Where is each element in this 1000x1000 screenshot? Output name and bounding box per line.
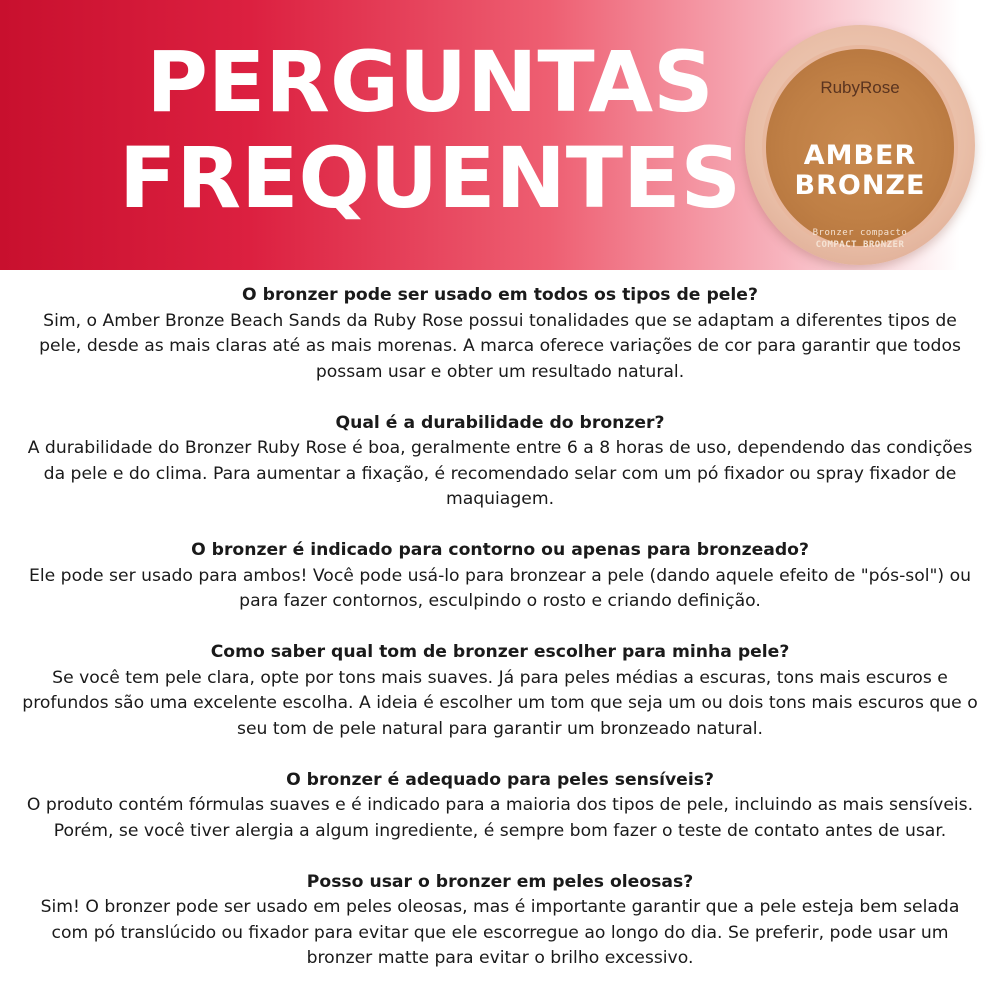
product-subtitle-en: COMPACT BRONZER bbox=[815, 240, 905, 250]
page-title-line1: PERGUNTAS bbox=[146, 33, 714, 131]
faq-item bbox=[20, 768, 980, 845]
faq-item bbox=[20, 640, 980, 742]
faq-question: O bronzer é adequado para peles sensíveis? bbox=[286, 769, 714, 790]
faq-answer: O produto contém fórmulas suaves e é indicado para a maioria dos tipos de pele, incluindo as mais sensíveis. Porém, se você tiver alergia a algum ingrediente, é sempre bom fazer o teste de contato antes de usar. bbox=[26, 795, 974, 841]
faq-question: O bronzer é indicado para contorno ou apenas para bronzeado? bbox=[191, 540, 809, 560]
faq-question: Qual é a durabilidade do bronzer? bbox=[335, 412, 665, 433]
faq-question: Posso usar o bronzer em peles oleosas? bbox=[306, 871, 694, 892]
faq-item bbox=[20, 283, 980, 385]
faq-answer: Sim, o Amber Bronze Beach Sands da Ruby Rose possui tonalidades que se adaptam a diferentes tipos de pele, desde as mais claras até as mais morenas. A marca oferece variações de cor para garantir que todos possam usar e obter um resultado natural. bbox=[39, 310, 961, 382]
header-banner bbox=[0, 0, 1000, 270]
faq-item bbox=[20, 538, 980, 615]
product-name-line1: AMBER bbox=[803, 140, 917, 171]
product-brand-logo: RubyRose bbox=[820, 78, 900, 97]
faq-answer: Se você tem pele clara, opte por tons mais suaves. Já para peles médias a escuras, tons mais escuros e profundos são uma excelente escolha. A ideia é escolher um tom que seja um ou dois tons mais escuros que o seu tom de pele natural para garantir um bronzeado natural. bbox=[22, 667, 978, 739]
faq-item bbox=[20, 411, 980, 513]
faq-answer: A durabilidade do Bronzer Ruby Rose é boa, geralmente entre 6 a 8 horas de uso, dependendo das condições da pele e do clima. Para aumentar a fixação, é recomendado selar com um pó fixador ou spray fixador de maquiagem. bbox=[27, 438, 973, 509]
faq-question: Como saber qual tom de bronzer escolher para minha pele? bbox=[210, 642, 790, 662]
product-name-line2: BRONZE bbox=[794, 170, 926, 201]
faq-answer: Sim! O bronzer pode ser usado em peles oleosas, mas é importante garantir que a pele esteja bem selada com pó translúcido ou fixador para evitar que ele escorregue ao longo do dia. Se preferir, pode usar um bronzer matte para evitar o brilho excessivo. bbox=[40, 897, 960, 968]
page-title-line2: FREQUENTES bbox=[119, 129, 741, 227]
faq-answer: Ele pode ser usado para ambos! Você pode usá-lo para bronzear a pele (dando aquele efeito de "pós-sol") ou para fazer contornos, esculpindo o rosto e criando definição. bbox=[29, 565, 971, 611]
faq-question: O bronzer pode ser usado em todos os tipos de pele? bbox=[242, 285, 758, 305]
faq-item bbox=[20, 870, 980, 972]
product-subtitle-pt: Bronzer compacto bbox=[812, 228, 908, 238]
faq-list bbox=[20, 283, 980, 997]
